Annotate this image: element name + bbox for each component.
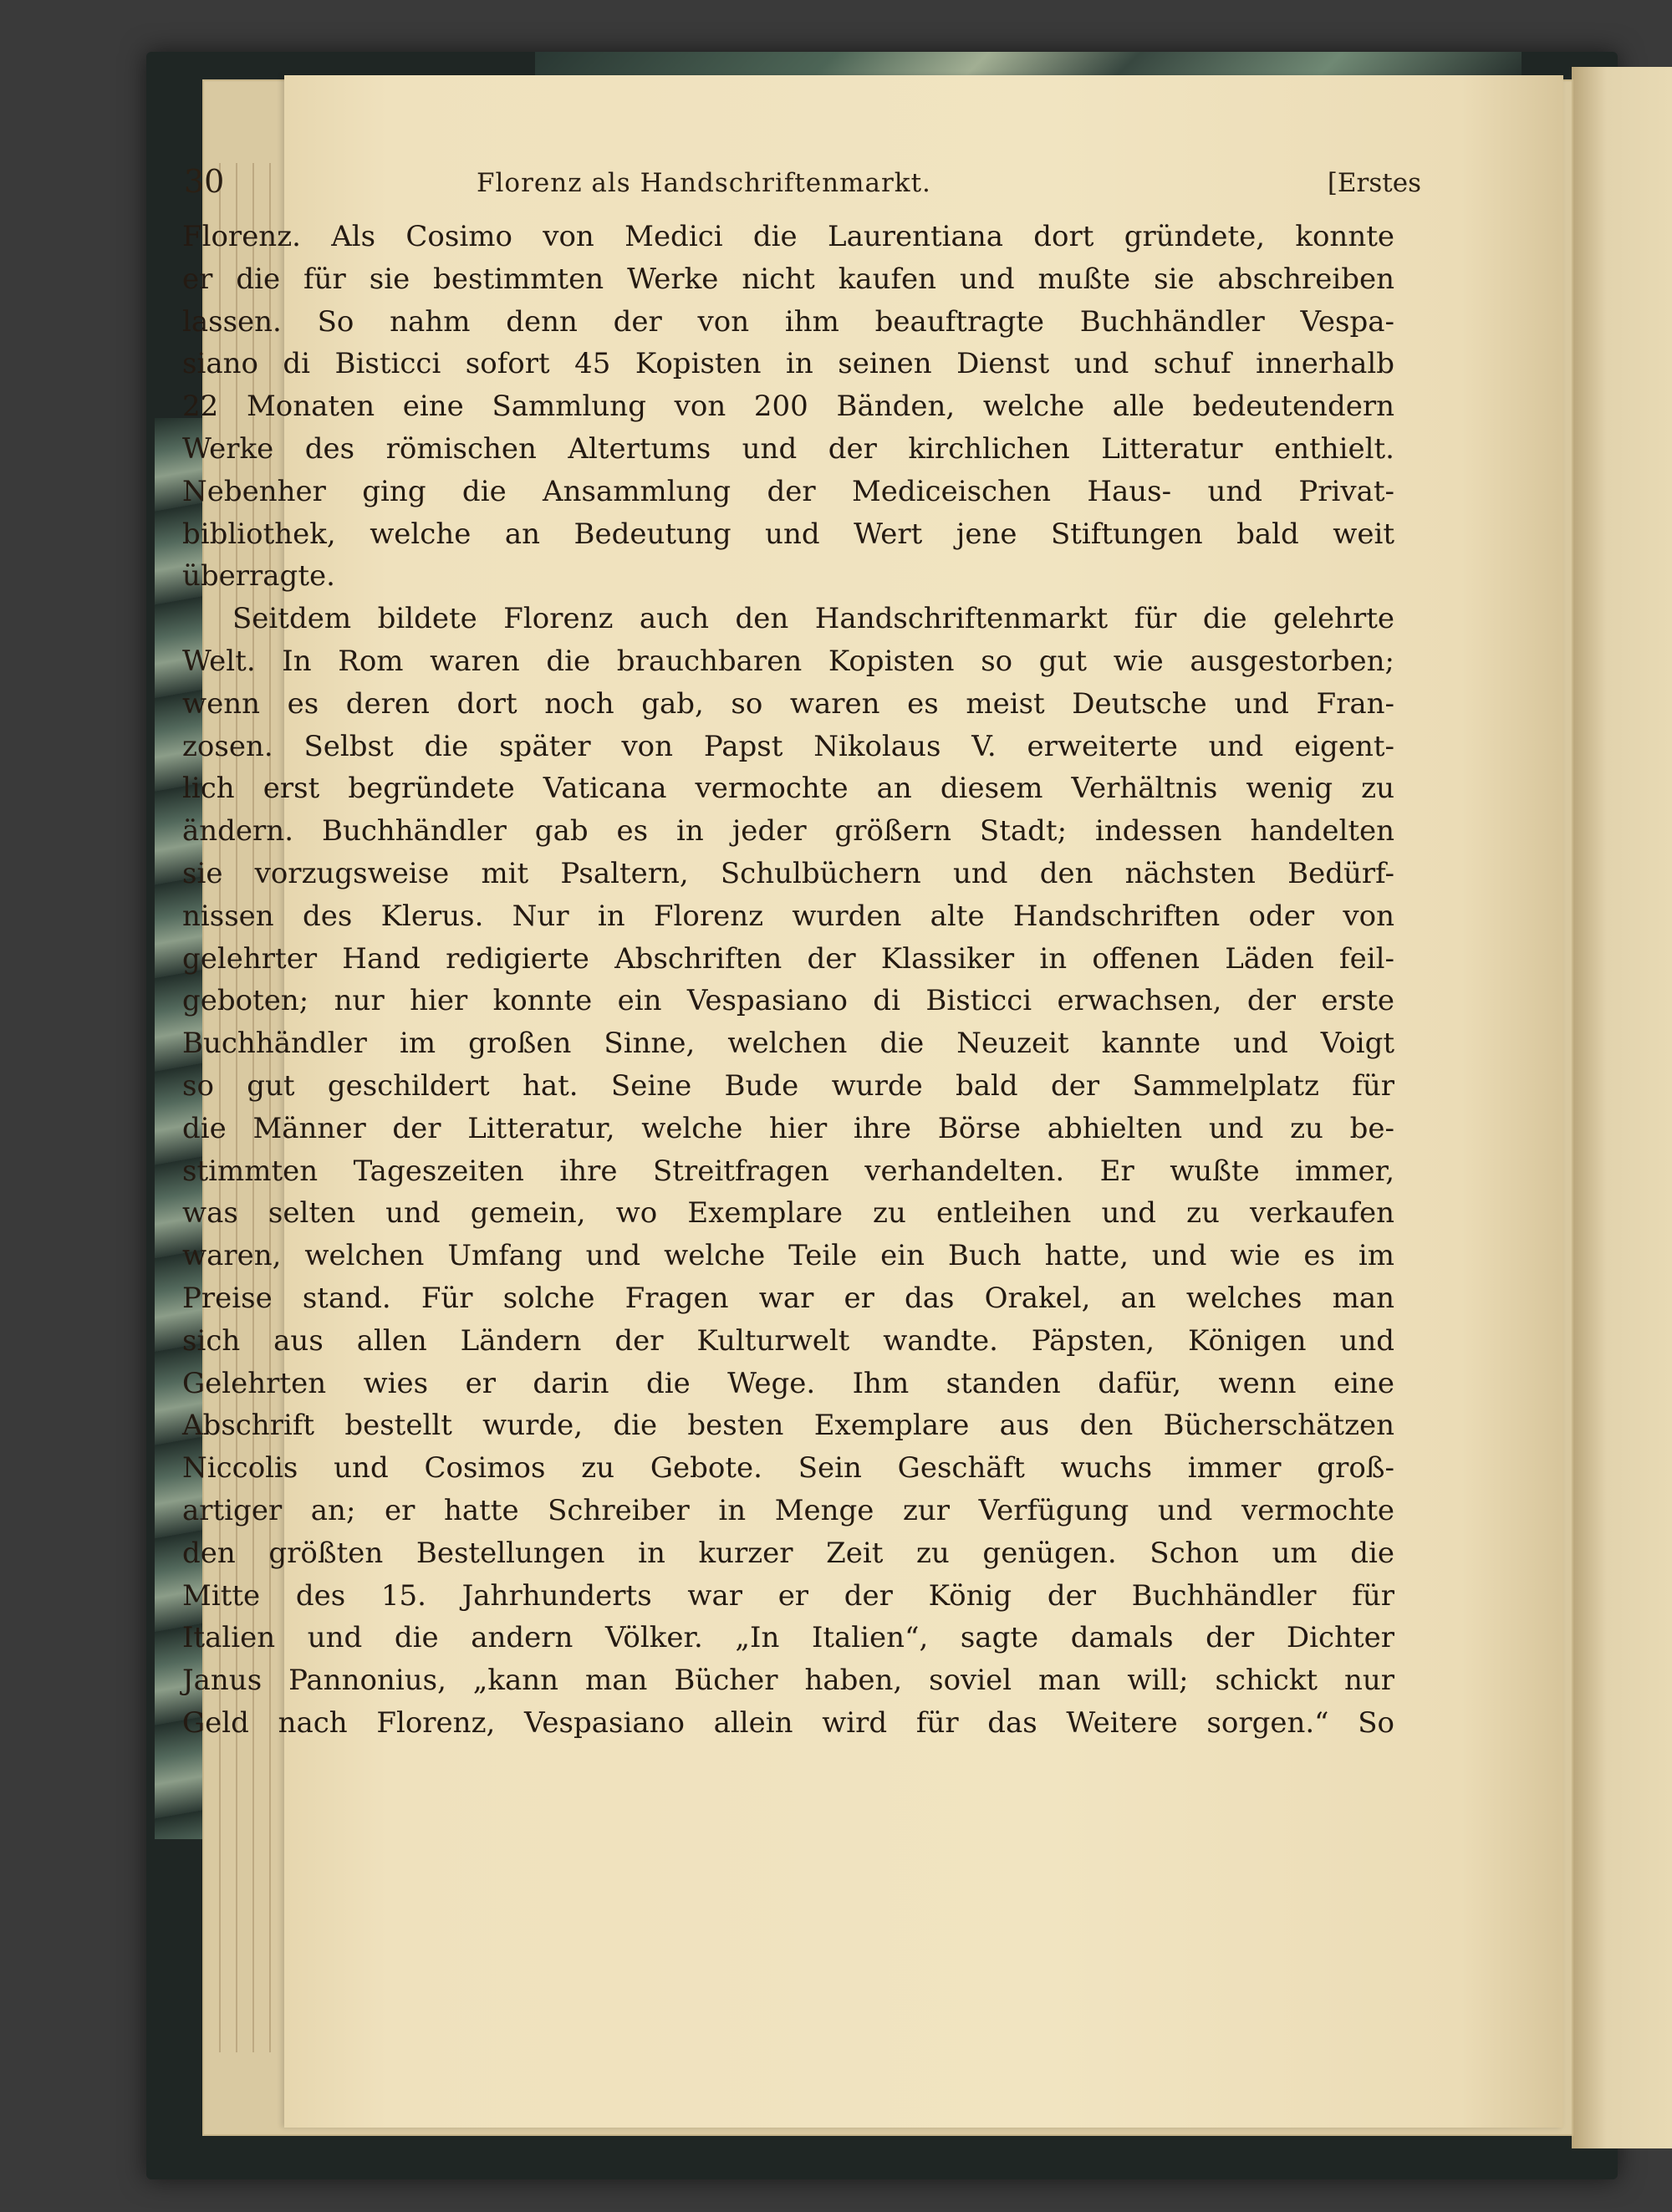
text-line: wenn es deren dort noch gab, so waren es meist Deutsche und Fran-	[182, 686, 1394, 721]
text-line: den größten Bestellungen in kurzer Zeit zu genügen. Schon um die	[182, 1536, 1394, 1570]
text-line: Buchhändler im großen Sinne, welchen die Neuzeit kannte und Voigt	[182, 1027, 1394, 1061]
text-line: ändern. Buchhändler gab es in jeder größern Stadt; indessen handelten	[182, 814, 1394, 849]
text-line: bibliothek, welche an Bedeutung und Wert jene Stiftungen bald weit	[182, 517, 1394, 551]
facing-page	[1572, 67, 1672, 2148]
text-line: Werke des römischen Altertums und der kirchlichen Litteratur enthielt.	[182, 431, 1394, 466]
text-line: 22 Monaten eine Sammlung von 200 Bänden, welche alle bedeutendern	[182, 390, 1394, 424]
text-line: gelehrter Hand redigierte Abschriften der Klassiker in offenen Läden feil-	[182, 941, 1394, 976]
body-text	[182, 216, 1394, 1745]
section-marker: [Erstes	[1327, 168, 1421, 198]
text-line: geboten; nur hier konnte ein Vespasiano di Bisticci erwachsen, der erste	[182, 984, 1394, 1018]
text-line: Janus Pannonius, „kann man Bücher haben, soviel man will; schickt nur	[182, 1664, 1394, 1698]
text-line: Nebenher ging die Ansammlung der Mediceischen Haus- und Privat-	[182, 474, 1394, 508]
text-line: Niccolis und Cosimos zu Gebote. Sein Geschäft wuchs immer groß-	[182, 1451, 1394, 1486]
running-title: Florenz als Handschriftenmarkt.	[477, 168, 931, 198]
text-line: siano di Bisticci sofort 45 Kopisten in seinen Dienst und schuf innerhalb	[182, 347, 1394, 381]
text-line: was selten und gemein, wo Exemplare zu entleihen und zu verkaufen	[182, 1196, 1394, 1231]
text-line: so gut geschildert hat. Seine Bude wurde bald der Sammelplatz für	[182, 1068, 1394, 1103]
text-line: lassen. So nahm denn der von ihm beauftragte Buchhändler Vespa-	[182, 304, 1394, 339]
page-header	[184, 163, 1421, 213]
marbled-cover-top	[535, 52, 1522, 75]
text-line: sie vorzugsweise mit Psaltern, Schulbüchern und den nächsten Bedürf-	[182, 856, 1394, 890]
text-line: Italien und die andern Völker. „In Italien“, sagte damals der Dichter	[182, 1621, 1394, 1655]
text-line: sich aus allen Ländern der Kulturwelt wandte. Päpsten, Königen und	[182, 1323, 1394, 1358]
text-line: er die für sie bestimmten Werke nicht kaufen und mußte sie abschreiben	[182, 262, 1394, 296]
text-line: Preise stand. Für solche Fragen war er das Orakel, an welches man	[182, 1281, 1394, 1315]
text-line: Mitte des 15. Jahrhunderts war er der König der Buchhändler für	[182, 1578, 1394, 1613]
text-line: überragte.	[182, 559, 335, 594]
text-line: artiger an; er hatte Schreiber in Menge zur Verfügung und vermochte	[182, 1493, 1394, 1527]
text-line: Florenz. Als Cosimo von Medici die Laurentiana dort gründete, konnte	[182, 220, 1394, 253]
text-line: die Männer der Litteratur, welche hier ihre Börse abhielten und zu be-	[182, 1111, 1394, 1145]
text-line: nissen des Klerus. Nur in Florenz wurden alte Handschriften oder von	[182, 899, 1394, 933]
text-line: Seitdem bildete Florenz auch den Handschriftenmarkt für die gelehrte	[232, 602, 1394, 636]
text-line: lich erst begründete Vaticana vermochte an diesem Verhältnis wenig zu	[182, 772, 1394, 806]
text-line: Welt. In Rom waren die brauchbaren Kopisten so gut wie ausgestorben;	[182, 644, 1394, 678]
text-line: zosen. Selbst die später von Papst Nikolaus V. erweiterte und eigent-	[182, 729, 1394, 763]
text-line: Geld nach Florenz, Vespasiano allein wird für das Weitere sorgen.“ So	[182, 1705, 1394, 1740]
text-line: Abschrift bestellt wurde, die besten Exemplare aus den Bücherschätzen	[182, 1409, 1394, 1443]
text-line: waren, welchen Umfang und welche Teile ein Buch hatte, und wie es im	[182, 1239, 1394, 1273]
page-number: 30	[184, 163, 225, 200]
text-line: stimmten Tageszeiten ihre Streitfragen verhandelten. Er wußte immer,	[182, 1154, 1394, 1188]
text-line: Gelehrten wies er darin die Wege. Ihm standen dafür, wenn eine	[182, 1366, 1394, 1400]
